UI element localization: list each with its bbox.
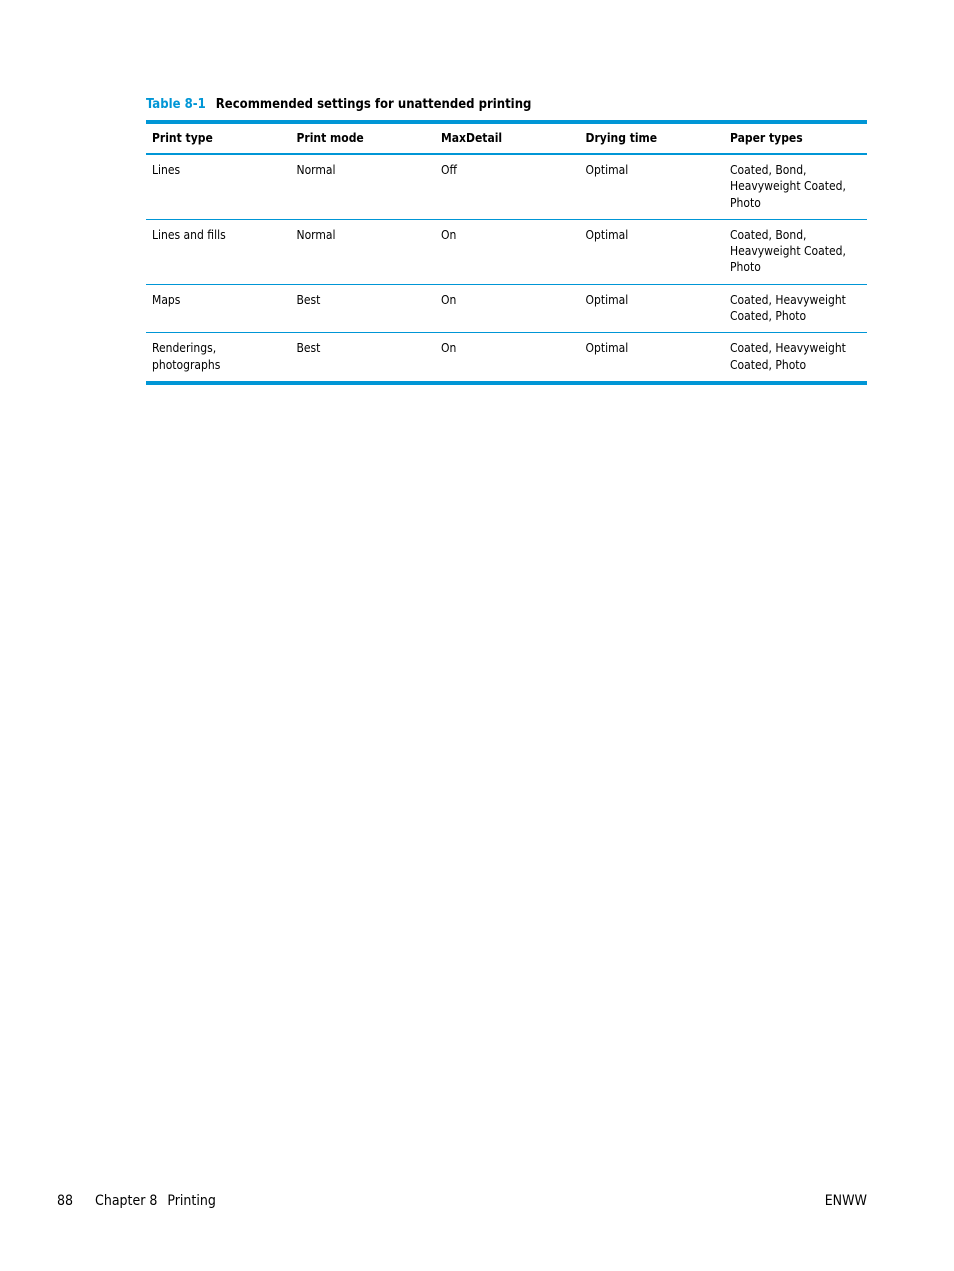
cell-print-type: Lines — [146, 154, 291, 219]
cell-print-type: Renderings, photographs — [152, 341, 221, 372]
cell-print-type: Maps — [146, 284, 291, 333]
cell-print-type: Lines and fills — [146, 219, 291, 284]
cell-print-mode: Best — [291, 284, 436, 333]
page-footer-right: ENWW — [824, 1193, 867, 1209]
page-footer-left — [57, 1193, 216, 1209]
cell-print-mode: Normal — [291, 154, 436, 219]
cell-print-mode: Normal — [291, 219, 436, 284]
cell-paper-types: Coated, Bond, Heavyweight Coated, Photo — [724, 154, 867, 219]
header-print-mode: Print mode — [291, 124, 436, 154]
cell-paper-types: Coated, Heavyweight Coated, Photo — [730, 341, 846, 372]
table-title: Recommended settings for unattended printing — [215, 97, 532, 112]
cell-drying-time: Optimal — [585, 341, 629, 356]
table-row — [146, 154, 867, 219]
cell-drying-time: Optimal — [580, 154, 725, 219]
table-header-row — [146, 124, 867, 154]
cell-maxdetail: On — [441, 341, 457, 356]
cell-maxdetail: On — [435, 284, 580, 333]
chapter-label: Chapter 8 — [95, 1193, 158, 1209]
settings-table — [146, 120, 867, 385]
cell-paper-types: Coated, Bond, Heavyweight Coated, Photo — [724, 219, 867, 284]
table-number: Table 8-1 — [146, 97, 206, 112]
header-print-type: Print type — [146, 124, 291, 154]
header-drying-time: Drying time — [580, 124, 725, 154]
cell-maxdetail: On — [435, 219, 580, 284]
header-paper-types: Paper types — [724, 124, 867, 154]
cell-drying-time: Optimal — [580, 219, 725, 284]
table-row — [146, 284, 867, 333]
section-label: Printing — [167, 1193, 216, 1209]
table-row — [146, 219, 867, 284]
cell-print-mode: Best — [296, 341, 321, 356]
cell-paper-types: Coated, Heavyweight Coated, Photo — [724, 284, 867, 333]
cell-drying-time: Optimal — [580, 284, 725, 333]
table-caption — [146, 97, 531, 112]
cell-maxdetail: Off — [435, 154, 580, 219]
table-row — [146, 333, 867, 381]
header-maxdetail: MaxDetail — [435, 124, 580, 154]
page-number: 88 — [57, 1193, 74, 1209]
